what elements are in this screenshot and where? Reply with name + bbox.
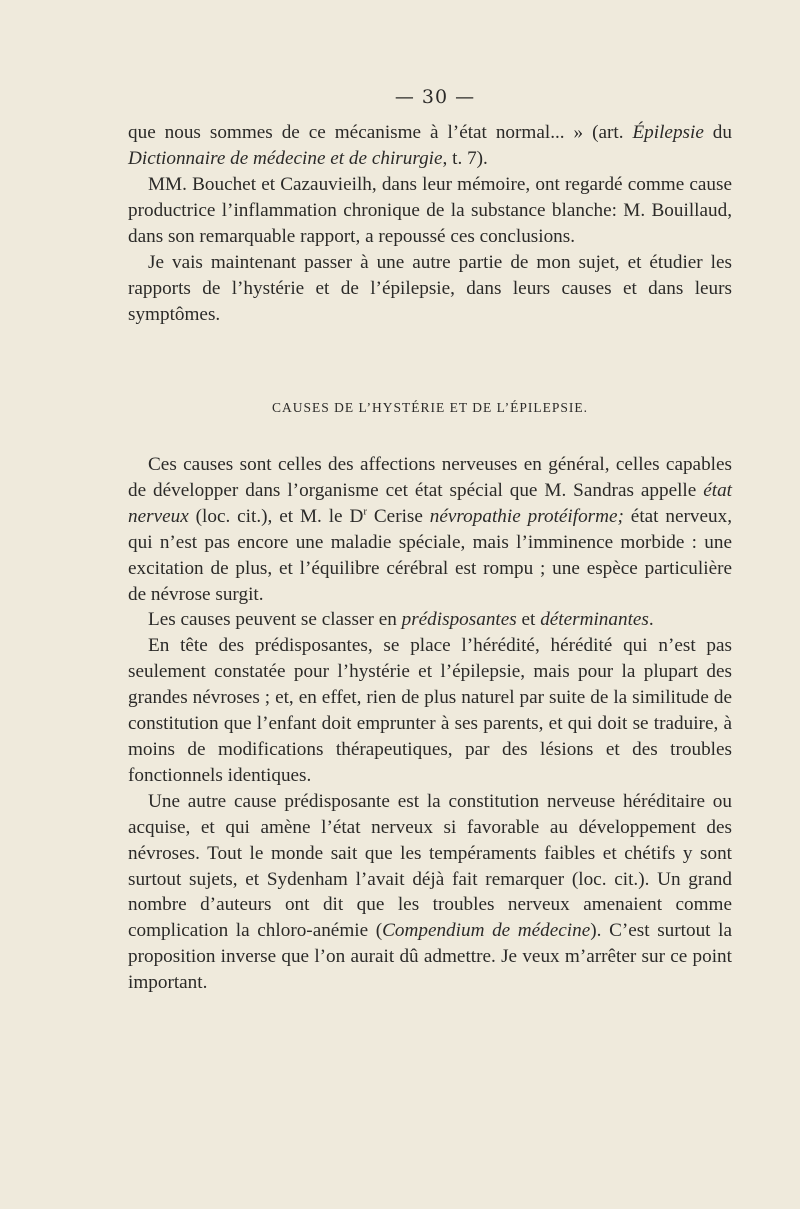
section-heading: CAUSES DE L’HYSTÉRIE ET DE L’ÉPILEPSIE.: [271, 400, 588, 415]
text-block-top: [128, 120, 732, 328]
paragraph-classification: Les causes peuvent se classer en prédisposantes et déterminantes.: [148, 609, 654, 631]
text-block-causes: [128, 452, 732, 996]
paragraph-causes: Ces causes sont celles des affections nerveuses en général, celles capables de développer dans l’organisme cet état spécial que M. Sandras appelle état nerveux (loc. cit.), et M. le $D^r$ Cerise névropathie protéiforme; état nerveux, qui n’est pas encore une maladie spéciale, mais l’imminence morbide : une excitation de plus, et l’équilibre cérébral est rompu ; une espèce particulière de névrose surgit.: [128, 454, 732, 605]
page-number: — 30 —: [394, 86, 476, 108]
paragraph-constitution: Une autre cause prédisposante est la constitution nerveuse héréditaire ou acquise, et qui amène l’état nerveux si favorable au développement des névroses. Tout le monde sait que les tempéraments faibles et chétifs y sont surtout sujets, et Sydenham l’avait déjà fait remarquer (loc. cit.). Un grand nombre d’auteurs ont dit que les troubles nerveux amenaient comme complication la chloro-anémie (Compendium de médecine). C’est surtout la proposition inverse que l’on aurait dû admettre. Je veux m’arrêter sur ce point important.: [128, 790, 732, 994]
paragraph-transition: Je vais maintenant passer à une autre partie de mon sujet, et étudier les rapports de l’hystérie et de l’épilepsie, dans leurs causes et dans leurs symptômes.: [128, 252, 732, 325]
paragraph-heredite: En tête des prédisposantes, se place l’hérédité, hérédité qui n’est pas seulement constatée pour l’hystérie et l’épilepsie, mais pour la plupart des grandes névroses ; et, en effet, rien de plus naturel par suite de la similitude de constitution que l’enfant doit emprunter à ses parents, et qui doit se traduire, à moins de modifications thérapeutiques, par des lésions et des troubles fonctionnels identiques.: [128, 635, 732, 786]
paragraph-continuation: que nous sommes de ce mécanisme à l’état normal... » (art. Épilepsie du Dictionnaire de médecine et de chirurgie, t. 7).: [128, 122, 732, 169]
paragraph-bouchet: MM. Bouchet et Cazauvieilh, dans leur mémoire, ont regardé comme cause productrice l’inflammation chronique de la substance blanche: M. Bouillaud, dans son remarquable rapport, a repoussé ces conclusions.: [128, 174, 732, 247]
